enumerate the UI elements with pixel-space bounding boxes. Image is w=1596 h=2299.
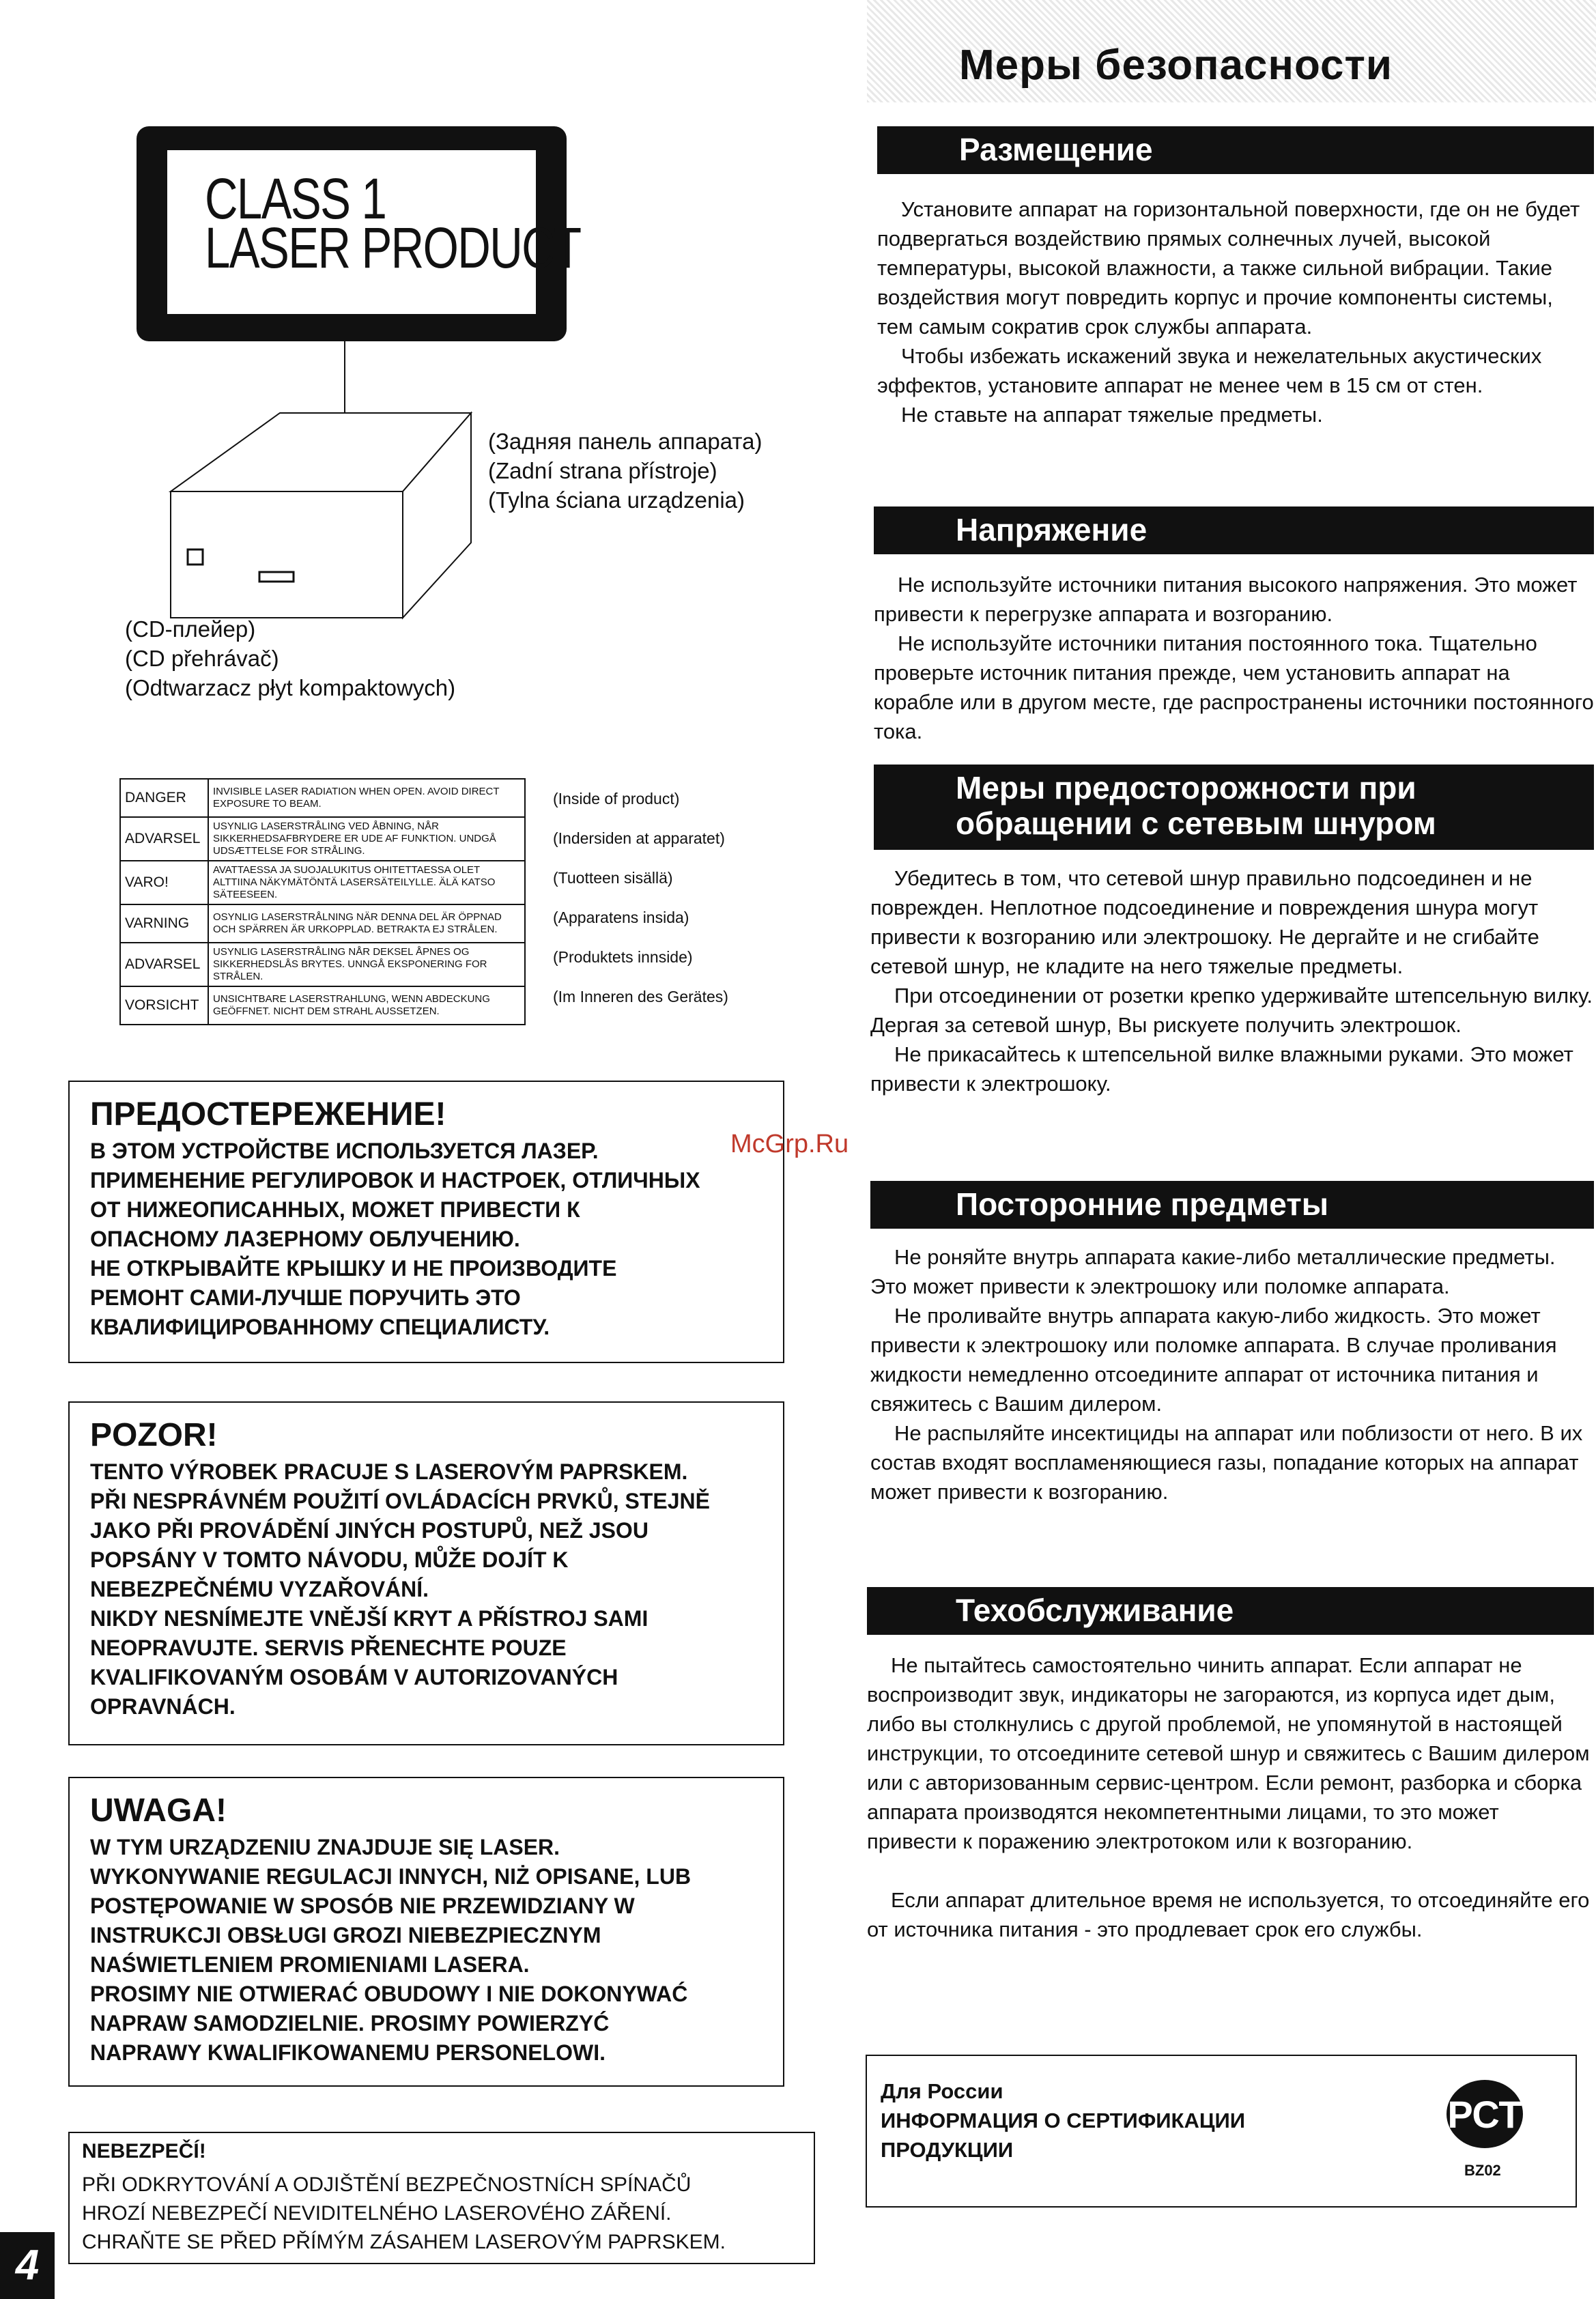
table-row — [120, 779, 525, 817]
cd-player-caption — [125, 614, 455, 702]
warning-text: USYNLIG LASERSTRÅLING NÅR DEKSEL ÅPNES OG SIKKERHEDSLÅS BRYTES. UNNGÅ EKSPONERING FOR STRÅLEN. — [208, 943, 525, 986]
rear-panel-caption — [488, 427, 763, 515]
warning-title-ru: ПРЕДОСТЕРЕЖЕНИЕ! — [90, 1096, 446, 1132]
table-row — [120, 861, 525, 904]
paragraph: Если аппарат длительное время не используется, то отсоединяйте его от источника питания - это продлевает срок его службы. — [867, 1888, 1590, 1941]
certification-text — [881, 2076, 1245, 2165]
paragraph: При отсоединении от розетки крепко удерживайте штепсельную вилку. Дергая за сетевой шнур, Вы рискуете получить электрошок. — [870, 984, 1593, 1037]
cd-player-caption-pl: (Odtwarzacz płyt kompaktowych) — [125, 675, 456, 700]
warning-line: NEOPRAVUJTE. SERVIS PŘENECHTE POUZE — [90, 1636, 567, 1660]
warning-line: HROZÍ NEBEZPEČÍ NEVIDITELNÉHO LASEROVÉHO ZÁŘENÍ. — [82, 2202, 672, 2225]
section-title: Посторонние предметы — [956, 1186, 1329, 1222]
warning-body-ru — [90, 1137, 700, 1342]
warning-title-cz: POZOR! — [90, 1417, 218, 1453]
warning-line: В ЭТОМ УСТРОЙСТВЕ ИСПОЛЬЗУЕТСЯ ЛАЗЕР. — [90, 1139, 599, 1163]
table-row — [120, 986, 525, 1025]
danger-body-cz — [82, 2171, 726, 2257]
warning-box-pl — [68, 1777, 784, 2087]
paragraph: Не ставьте на аппарат тяжелые предметы. — [901, 403, 1323, 427]
danger-box-cz — [68, 2132, 815, 2264]
section-heading-power-cord — [874, 765, 1594, 850]
warning-label: VARNING — [120, 904, 208, 943]
warning-line: INSTRUKCJI OBSŁUGI GROZI NIEBEZPIECZNYM — [90, 1923, 601, 1947]
warning-box-cz — [68, 1401, 784, 1745]
cd-player-caption-ru: (CD-плейер) — [125, 616, 256, 642]
paragraph: Чтобы избежать искажений звука и нежелательных акустических эффектов, установите аппарат не менее чем в 15 см от стен. — [877, 344, 1542, 397]
laser-product-text: LASER PRODUCT — [205, 216, 581, 280]
warning-text: UNSICHTBARE LASERSTRAHLUNG, WENN ABDECKUNG GEÖFFNET. NICHT DEM STRAHL AUSSETZEN. — [208, 986, 525, 1025]
warning-text: AVATTAESSA JA SUOJALUKITUS OHITETTAESSA OLET ALTTIINA NÄKYMÄTÖNTÄ LASERSÄTEILYLLE. ÄLÄ KATSO SÄTEESEEN. — [208, 861, 525, 904]
warning-line: PŘI NESPRÁVNÉM POUŽITÍ OVLÁDACÍCH PRVKŮ, STEJNĚ — [90, 1489, 710, 1513]
paragraph: Убедитесь в том, что сетевой шнур правильно подсоединен и не поврежден. Неплотное подсоединение и повреждения шнура могут привести к возгоранию или электрошоку. Не дергайте и не сгибайте сетевой шнур, не кладите на него тяжелые предметы. — [870, 866, 1539, 978]
warning-line: W TYM URZĄDZENIU ZNAJDUJE SIĘ LASER. — [90, 1835, 560, 1859]
section-title: Напряжение — [956, 512, 1148, 547]
warning-line: НЕ ОТКРЫВАЙТЕ КРЫШКУ И НЕ ПРОИЗВОДИТЕ — [90, 1256, 617, 1281]
warning-place: (Inside of product) — [553, 790, 680, 808]
warning-title-pl: UWAGA! — [90, 1793, 227, 1829]
watermark: McGrp.Ru — [730, 1130, 849, 1158]
section-body-voltage — [874, 570, 1594, 746]
warning-line: OPRAVNÁCH. — [90, 1694, 236, 1719]
danger-title-cz: NEBEZPEČÍ! — [82, 2140, 206, 2162]
section-title: Размещение — [959, 132, 1153, 167]
certification-code: BZ02 — [1464, 2162, 1501, 2179]
warning-line: NIKDY NESNÍMEJTE VNĚJŠÍ KRYT A PŘÍSTROJ SAMI — [90, 1606, 649, 1631]
section-heading-maintenance — [867, 1587, 1594, 1635]
warning-line: ОТ НИЖЕОПИСАННЫХ, МОЖЕТ ПРИВЕСТИ К — [90, 1197, 580, 1222]
paragraph: Не проливайте внутрь аппарата какую-либо жидкость. Это может привести к электрошоку или поломке аппарата. В случае проливания жидкости немедленно отсоедините аппарат от источника питания и свяжитесь с Вашим дилером. — [870, 1304, 1557, 1416]
warning-line: ОПАСНОМУ ЛАЗЕРНОМУ ОБЛУЧЕНИЮ. — [90, 1227, 520, 1251]
section-heading-voltage — [874, 506, 1594, 554]
warning-line: POSTĘPOWANIE W SPOSÓB NIE PRZEWIDZIANY W — [90, 1894, 635, 1918]
pct-certification-icon — [1444, 2076, 1526, 2152]
warning-line: NAPRAWY KWALIFIKOWANEMU PERSONELOWI. — [90, 2040, 605, 2065]
warning-text: OSYNLIG LASERSTRÅLNING NÄR DENNA DEL ÄR ÖPPNAD OCH SPÄRREN ÄR URKOPPLAD. BETRAKTA EJ STRÅLEN. — [208, 904, 525, 943]
warning-place: (Indersiden at apparatet) — [553, 829, 725, 847]
section-body-foreign-objects — [870, 1242, 1594, 1507]
warning-line: PŘI ODKRYTOVÁNÍ A ODJIŠTĚNÍ BEZPEČNOSTNÍCH SPÍNAČŮ — [82, 2173, 692, 2196]
warning-place: (Im Inneren des Gerätes) — [553, 988, 728, 1005]
certification-box — [866, 2055, 1577, 2208]
warning-line: ПРИМЕНЕНИЕ РЕГУЛИРОВОК И НАСТРОЕК, ОТЛИЧНЫХ — [90, 1168, 700, 1193]
warning-line: РЕМОНТ САМИ-ЛУЧШЕ ПОРУЧИТЬ ЭТО — [90, 1285, 521, 1310]
warning-line: NAŚWIETLENIEM PROMIENIAMI LASERA. — [90, 1952, 530, 1977]
laser-warning-table — [119, 778, 526, 1025]
warning-line: CHRAŇTE SE PŘED PŘÍMÝM ZÁSAHEM LASEROVÝM PAPRSKEM. — [82, 2231, 726, 2253]
page-title: Меры безопасности — [959, 42, 1393, 89]
paragraph: Не используйте источники питания постоянного тока. Тщательно проверьте источник питания прежде, чем установить аппарат на корабле или в другом месте, где распространены источники постоянного тока. — [874, 631, 1594, 743]
certification-line: ИНФОРМАЦИЯ О СЕРТИФИКАЦИИ — [881, 2109, 1246, 2132]
section-body-maintenance — [867, 1651, 1594, 1944]
paragraph: Не распыляйте инсектициды на аппарат или поблизости от него. В их состав входят воспламеняющиеся газы, попадание которых на аппарат может привести к возгоранию. — [870, 1421, 1583, 1504]
cd-player-illustration — [157, 338, 485, 625]
warning-label: DANGER — [120, 779, 208, 817]
laser-class-text: CLASS 1 — [205, 167, 386, 231]
paragraph: Не пытайтесь самостоятельно чинить аппарат. Если аппарат не воспроизводит звук, индикаторы не загораются, из корпуса идет дым, либо вы столкнулись с другой проблемой, не упомянутой в настоящей инструкции, то отсоедините сетевой шнур и свяжитесь с Вашим дилером или с авторизованным сервис-центром. Если ремонт, разборка и сборка аппарата производятся некомпетентными лицами, то это может привести к поражению электротоком или к возгоранию. — [867, 1653, 1590, 1853]
warning-label: VORSICHT — [120, 986, 208, 1025]
warning-line: NAPRAW SAMODZIELNIE. PROSIMY POWIERZYĆ — [90, 2011, 610, 2036]
warning-place: (Produktets innside) — [553, 948, 693, 966]
paragraph: Не прикасайтесь к штепсельной вилке влажными руками. Это может привести к электрошоку. — [870, 1042, 1573, 1096]
section-title: Меры предосторожности при обращении с сетевым шнуром — [956, 770, 1436, 841]
warning-body-pl — [90, 1833, 691, 2068]
warning-box-ru — [68, 1081, 784, 1363]
rear-panel-caption-cz: (Zadní strana přístroje) — [488, 458, 717, 483]
section-title: Техобслуживание — [956, 1593, 1234, 1628]
warning-line: JAKO PŘI PROVÁDĚNÍ JINÝCH POSTUPŮ, NEŽ JSOU — [90, 1518, 649, 1543]
warning-line: КВАЛИФИЦИРОВАННОМУ СПЕЦИАЛИСТУ. — [90, 1315, 550, 1339]
paragraph: Не роняйте внутрь аппарата какие-либо металлические предметы. Это может привести к электрошоку или поломке аппарата. — [870, 1245, 1556, 1298]
warning-body-cz — [90, 1457, 710, 1722]
paragraph: Установите аппарат на горизонтальной поверхности, где он не будет подвергаться воздействию прямых солнечных лучей, высокой температуры, высокой влажности, а также сильной вибрации. Такие воздействия могут повредить корпус и прочие компоненты системы, тем самым сократив срок службы аппарата. — [877, 197, 1580, 339]
section-heading-foreign-objects — [870, 1181, 1594, 1229]
warning-line: WYKONYWANIE REGULACJI INNYCH, NIŻ OPISANE, LUB — [90, 1864, 692, 1889]
warning-line: TENTO VÝROBEK PRACUJE S LASEROVÝM PAPRSKEM. — [90, 1459, 688, 1484]
section-body-power-cord — [870, 863, 1594, 1098]
svg-text:РСТ: РСТ — [1447, 2093, 1522, 2136]
section-body-placement — [877, 195, 1594, 429]
rear-panel-caption-pl: (Tylna ściana urządzenia) — [488, 487, 745, 513]
certification-line: ПРОДУКЦИИ — [881, 2138, 1014, 2162]
warning-line: KVALIFIKOVANÝM OSOBÁM V AUTORIZOVANÝCH — [90, 1665, 618, 1689]
paragraph: Не используйте источники питания высокого напряжения. Это может привести к перегрузке аппарата и возгоранию. — [874, 573, 1578, 626]
rear-panel-caption-ru: (Задняя панель аппарата) — [488, 429, 763, 454]
cd-player-caption-cz: (CD přehrávač) — [125, 646, 279, 671]
warning-line: NEBEZPEČNÉMU VYZAŘOVÁNÍ. — [90, 1577, 429, 1601]
page-number: 4 — [0, 2232, 55, 2299]
warning-label: VARO! — [120, 861, 208, 904]
table-row — [120, 904, 525, 943]
section-heading-placement — [877, 126, 1594, 174]
warning-text: INVISIBLE LASER RADIATION WHEN OPEN. AVOID DIRECT EXPOSURE TO BEAM. — [208, 779, 525, 817]
warning-line: POPSÁNY V TOMTO NÁVODU, MŮŽE DOJÍT K — [90, 1547, 569, 1572]
table-row — [120, 943, 525, 986]
certification-line: Для России — [881, 2079, 1003, 2103]
warning-text: USYNLIG LASERSTRÅLING VED ÅBNING, NÅR SIKKERHEDSAFBRYDERE ER UDE AF FUNKTION. UNDGÅ UDSÆTTELSE FOR STRÅLING. — [208, 817, 525, 861]
warning-line: PROSIMY NIE OTWIERAĆ OBUDOWY I NIE DOKONYWAĆ — [90, 1982, 688, 2006]
table-row — [120, 817, 525, 861]
warning-label: ADVARSEL — [120, 943, 208, 986]
warning-label: ADVARSEL — [120, 817, 208, 861]
warning-place: (Apparatens insida) — [553, 909, 689, 926]
warning-place: (Tuotteen sisällä) — [553, 869, 673, 887]
